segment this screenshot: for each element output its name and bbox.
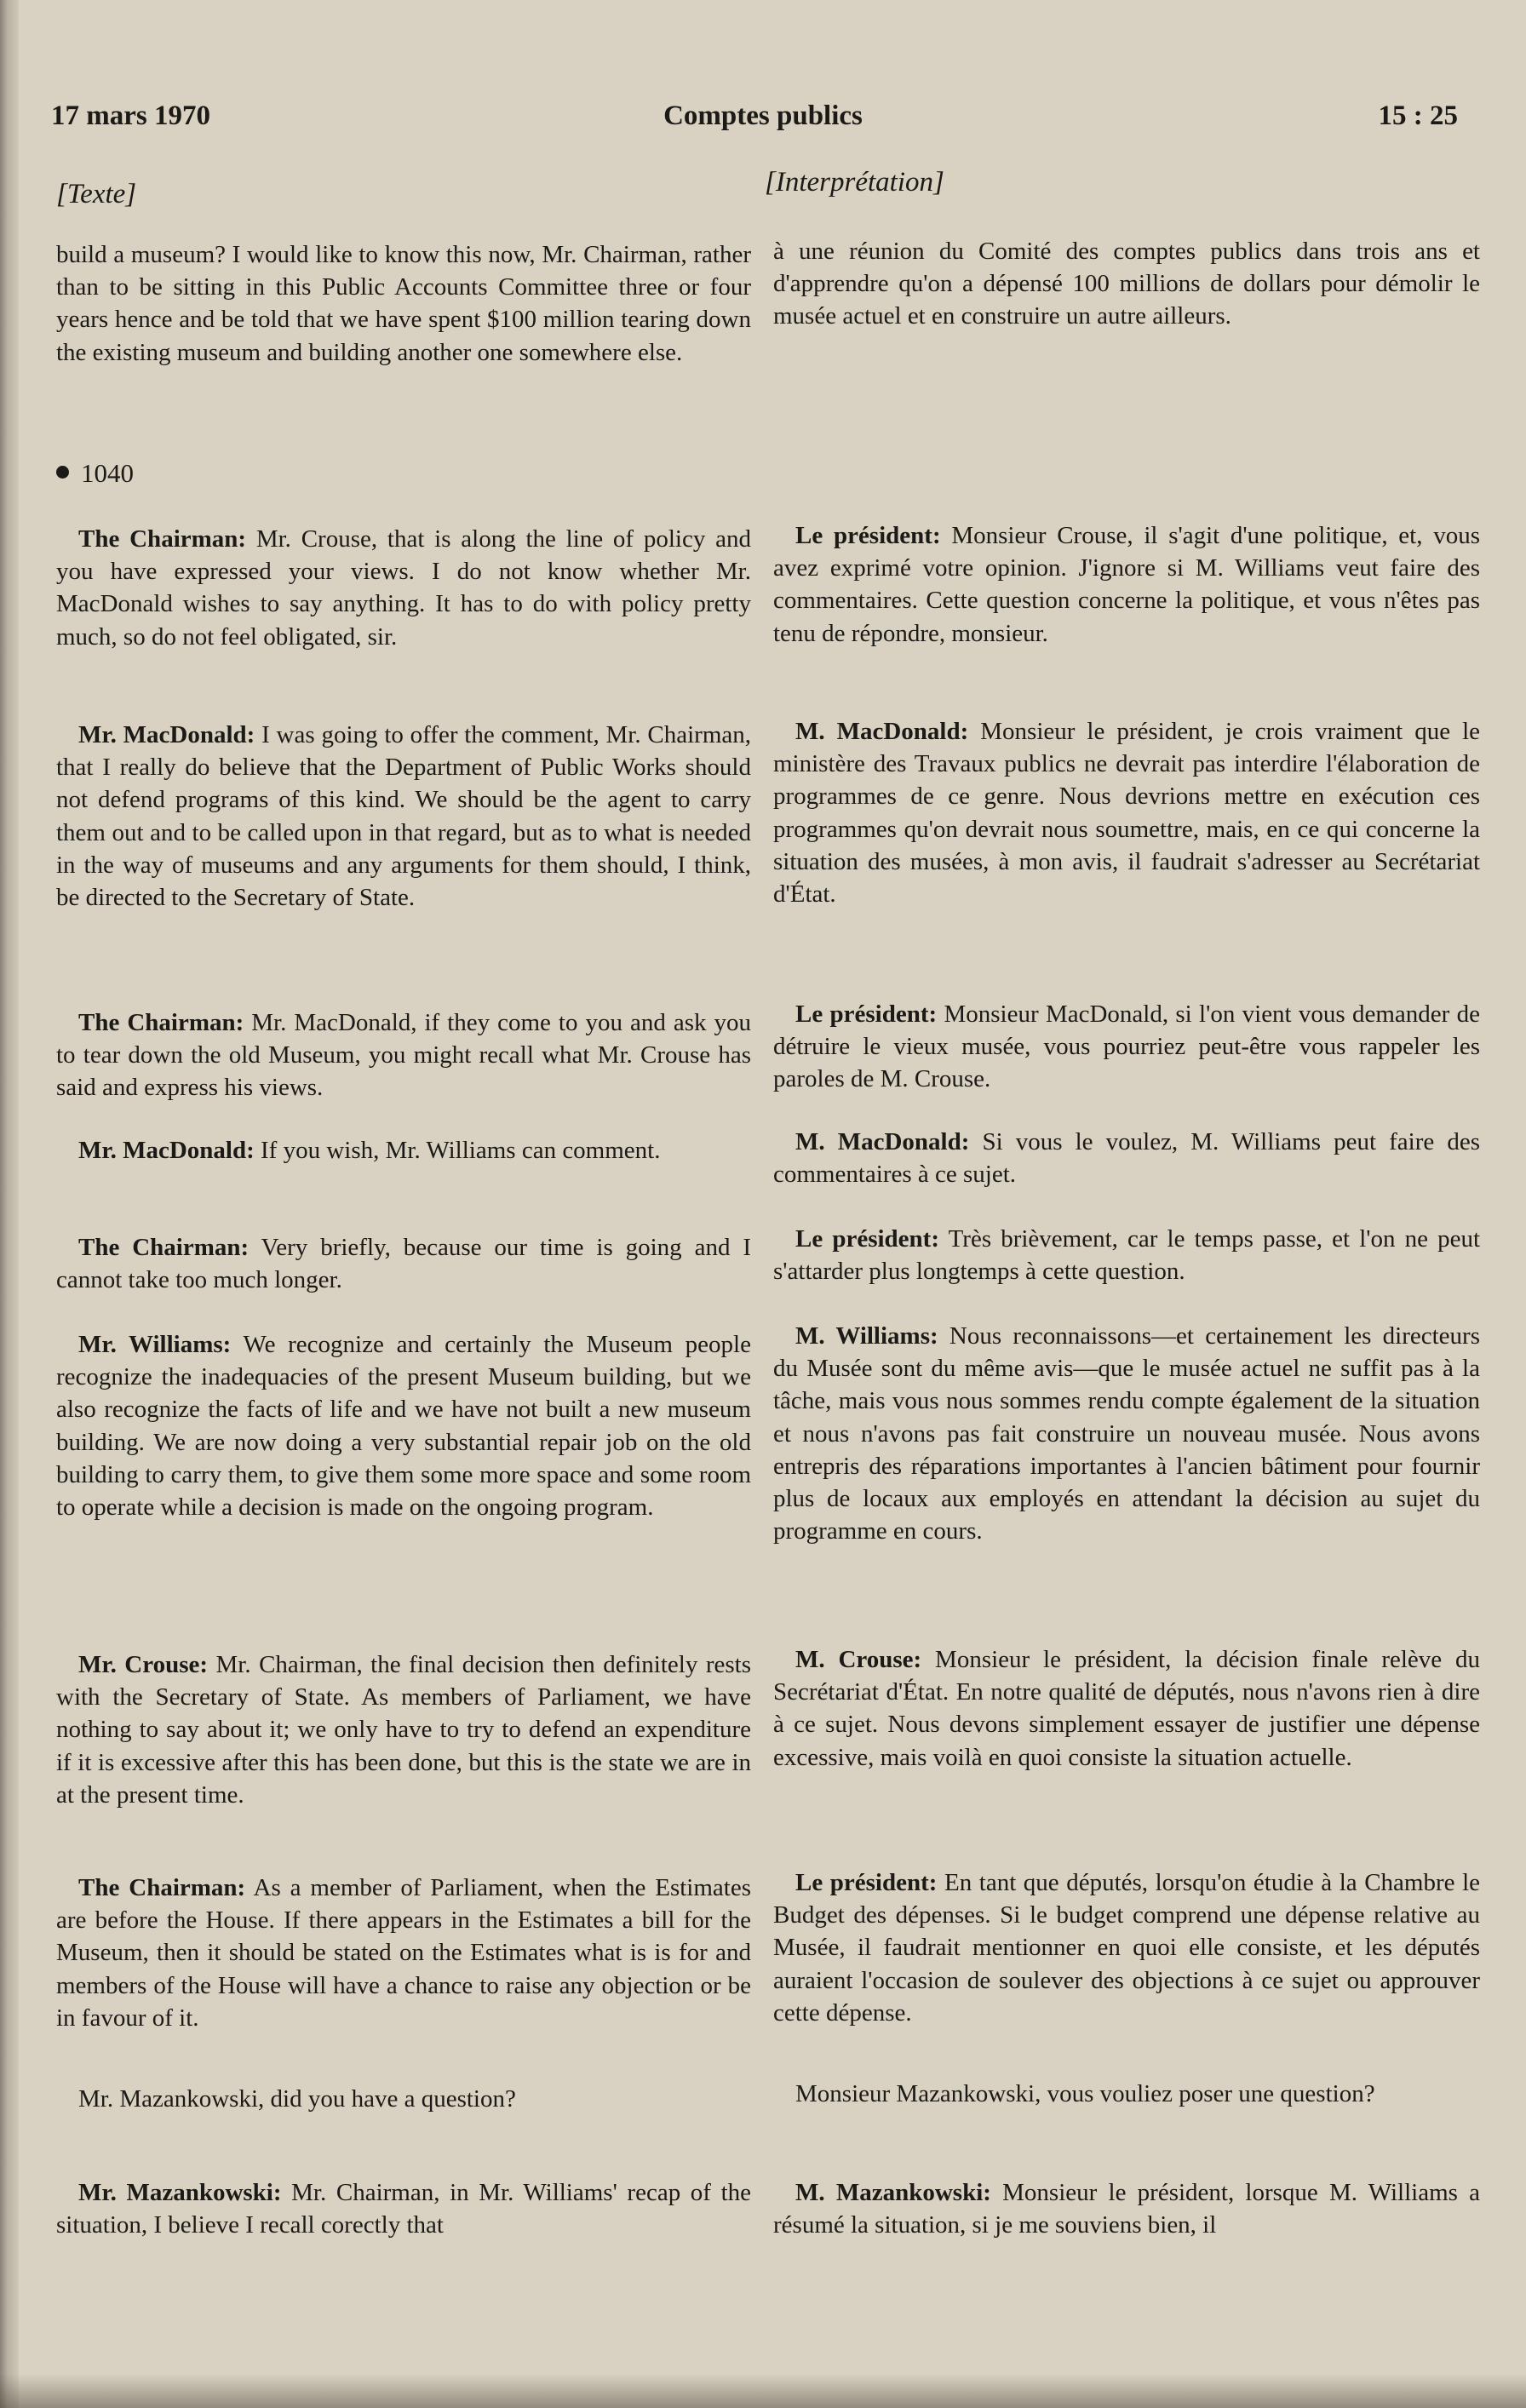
paragraph-text: Mr. Chairman, the final decision then definitely rests with the Secretary of State. As members of Parliament, we have nothing to say about it; we only have to try to defend an expenditure if it is excessive after this has been done, but this is the state we are in at the present time.	[56, 1651, 751, 1809]
paragraph-text: Très brièvement, car le temps passe, et l'on ne peut s'attarder plus longtemps à cette question.	[773, 1225, 1481, 1286]
speaker-name: M. Crouse:	[795, 1646, 922, 1673]
english-paragraph	[56, 1006, 751, 1104]
paragraph-text: Si vous le voulez, M. Williams peut faire des commentaires à ce sujet.	[773, 1128, 1480, 1189]
header-page-number: 15 : 25	[1378, 100, 1458, 131]
paragraph-text: As a member of Parliament, when the Estimates are before the House. If there appears in the Estimates a bill for the Museum, then it should be stated on the Estimates what is is for and members of the House will have a chance to raise any objection or be in favour of it.	[56, 1874, 751, 2032]
french-paragraph	[773, 1320, 1480, 1547]
paragraph-text: Monsieur Crouse, il s'agit d'une politique, et, vous avez exprimé votre opinion. J'ignore si M. Williams veut faire des commentaires. Cette question concerne la politique, et vous n'êtes pas tenu de répondre, monsieur.	[773, 522, 1481, 647]
page-binding-edge	[0, 0, 19, 2408]
speaker-name: M. MacDonald:	[795, 1128, 970, 1155]
paragraph-text: Monsieur MacDonald, si l'on vient vous demander de détruire le vieux musée, vous pourriez peut-être vous rappeler les paroles de M. Crouse.	[773, 1000, 1481, 1093]
speaker-name: Mr. Crouse:	[78, 1651, 209, 1678]
paragraph-text: Monsieur le président, la décision finale relève du Secrétariat d'État. En notre qualité de députés, nous n'avons rien à dire à ce sujet. Nous devons simplement essayer de justifier une dépense excessive, mais voilà en quoi consiste la situation actuelle.	[773, 1646, 1480, 1771]
paragraph-text: Monsieur le président, lorsque M. Williams a résumé la situation, si je me souviens bien, il	[773, 2179, 1480, 2239]
paragraph-text: If you wish, Mr. Williams can comment.	[254, 1137, 661, 1164]
timestamp-marker	[56, 458, 134, 489]
french-paragraph	[773, 1126, 1480, 1190]
french-paragraph	[773, 1643, 1480, 1774]
paragraph-text: En tant que députés, lorsqu'on étudie à la Chambre le Budget des dépenses. Si le budget comprend une dépense relative au Musée, il faudrait mentionner en quoi elle consiste, et les députés auraient l'occasion de soulever des objections à ce sujet ou approuver cette dépense.	[773, 1869, 1480, 2027]
speaker-name: The Chairman:	[78, 1009, 244, 1036]
page-bottom-shadow	[0, 2374, 1526, 2408]
paragraph-text: build a museum? I would like to know this now, Mr. Chairman, rather than to be sitting in this Public Accounts Committee three or four years hence and be told that we have spent $100 million tearing down the existing museum and building another one somewhere else.	[56, 241, 751, 366]
english-paragraph	[56, 719, 751, 914]
speaker-name: M. Mazankowski:	[795, 2179, 991, 2206]
paragraph-text: à une réunion du Comité des comptes publics dans trois ans et d'apprendre qu'on a dépensé 100 millions de dollars pour démolir le musée actuel et en construire un autre ailleurs.	[773, 238, 1480, 330]
text-tag: [Texte]	[56, 179, 137, 209]
english-paragraph	[56, 523, 751, 653]
english-paragraph	[56, 1328, 751, 1523]
english-paragraph	[56, 2176, 751, 2241]
french-paragraph	[773, 2176, 1480, 2241]
speaker-name: The Chairman:	[78, 525, 247, 553]
paragraph-text: Monsieur Mazankowski, vous vouliez poser une question?	[795, 2080, 1375, 2107]
english-paragraph	[56, 2083, 751, 2115]
paragraph-text: Very briefly, because our time is going and I cannot take too much longer.	[56, 1234, 751, 1294]
french-paragraph	[773, 2078, 1480, 2110]
speaker-name: Mr. MacDonald:	[78, 721, 255, 748]
speaker-name: M. Williams:	[795, 1322, 938, 1350]
french-paragraph	[773, 715, 1480, 910]
speaker-name: Le président:	[795, 522, 941, 549]
header-date: 17 mars 1970	[51, 100, 210, 131]
paragraph-text: Mr. Chairman, in Mr. Williams' recap of the situation, I believe I recall corectly that	[56, 2179, 752, 2239]
speaker-name: Mr. MacDonald:	[78, 1137, 255, 1164]
english-paragraph	[56, 1231, 751, 1296]
french-paragraph	[773, 1866, 1480, 2029]
speaker-name: Mr. Mazankowski:	[78, 2179, 282, 2206]
bullet-icon	[56, 466, 69, 479]
english-paragraph	[56, 238, 751, 369]
paragraph-text: Mr. Mazankowski, did you have a question?	[78, 2085, 516, 2113]
speaker-name: M. MacDonald:	[795, 718, 969, 745]
paragraph-text: Mr. MacDonald, if they come to you and ask you to tear down the old Museum, you might recall what Mr. Crouse has said and express his views.	[56, 1009, 751, 1102]
header-title: Comptes publics	[663, 100, 863, 131]
paragraph-text: Nous reconnaissons—et certainement les directeurs du Musée sont du même avis—que le musée actuel ne suffit pas à la tâche, mais vous nous sommes rendu compte également de la situation et nous n'avons pas fait construire un nouveau musée. Nous avons entrepris des réparations importantes à l'ancien bâtiment pour fournir plus de locaux aux employés en attendant la décision au sujet du programme en cours.	[773, 1322, 1480, 1545]
english-paragraph	[56, 1134, 751, 1167]
timestamp-value: 1040	[81, 458, 134, 488]
speaker-name: Mr. Williams:	[78, 1331, 232, 1358]
speaker-name: Le président:	[795, 1000, 938, 1028]
paragraph-text: Monsieur le président, je crois vraiment que le ministère des Travaux publics ne devrait pas interdire l'élaboration de programmes de ce genre. Nous devrions mettre en exécution ces programmes qu'on devrait nous soumettre, mais, en ce qui concerne la situation des musées, à mon avis, il faudrait s'adresser au Secrétariat d'État.	[773, 718, 1481, 909]
paragraph-text: I was going to offer the comment, Mr. Chairman, that I really do believe that the Department of Public Works should not defend programs of this kind. We should be the agent to carry them out and to be called upon in that regard, but as to what is needed in the way of museums and any arguments for them should, I think, be directed to the Secretary of State.	[56, 721, 751, 912]
speaker-name: The Chairman:	[78, 1874, 246, 1901]
speaker-name: Le président:	[795, 1869, 938, 1896]
speaker-name: The Chairman:	[78, 1234, 250, 1261]
french-paragraph	[773, 235, 1480, 333]
paragraph-text: Mr. Crouse, that is along the line of policy and you have expressed your views. I do not know whether Mr. MacDonald wishes to say anything. It has to do with policy pretty much, so do not feel obligated, sir.	[56, 525, 751, 651]
french-paragraph	[773, 998, 1480, 1096]
page-header	[0, 100, 1526, 143]
paragraph-text: We recognize and certainly the Museum people recognize the inadequacies of the present Museum building, but we also recognize the facts of life and we have not built a new museum building. We are now doing a very substantial repair job on the old building to carry them, to give them some more space and some room to operate while a decision is made on the ongoing program.	[56, 1331, 751, 1522]
french-paragraph	[773, 519, 1480, 650]
speaker-name: Le président:	[795, 1225, 939, 1253]
english-paragraph	[56, 1872, 751, 2034]
english-paragraph	[56, 1648, 751, 1811]
french-paragraph	[773, 1223, 1480, 1287]
interpretation-tag: [Interprétation]	[765, 167, 944, 198]
